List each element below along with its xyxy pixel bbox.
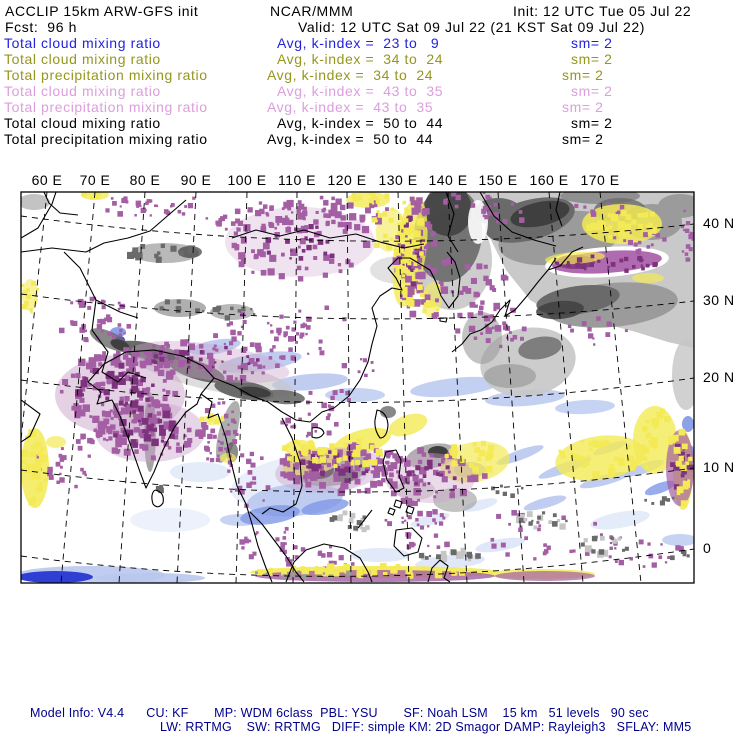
legend-stat: Avg, k-index = 34 to 24	[267, 67, 434, 83]
legend-stat: Avg, k-index = 43 to 35	[267, 99, 434, 115]
x-tick-label: 120 E	[327, 172, 367, 188]
x-tick-label: 150 E	[478, 172, 518, 188]
legend-sm: sm= 2	[562, 67, 604, 83]
legend-label: Total precipitation mixing ratio	[4, 67, 208, 83]
y-tick-label: 20 N	[703, 369, 735, 385]
legend-sm: sm= 2	[571, 115, 613, 131]
legend-label: Total precipitation mixing ratio	[4, 131, 208, 147]
x-tick-label: 140 E	[428, 172, 468, 188]
legend-label: Total cloud mixing ratio	[4, 115, 161, 131]
x-tick-label: 60 E	[31, 172, 63, 188]
x-tick-label: 160 E	[529, 172, 569, 188]
x-tick-label: 70 E	[79, 172, 111, 188]
x-tick-label: 170 E	[580, 172, 620, 188]
y-tick-label: 0	[703, 540, 712, 556]
x-tick-label: 80 E	[129, 172, 161, 188]
y-tick-label: 30 N	[703, 292, 735, 308]
legend-stat: Avg, k-index = 50 to 44	[277, 115, 444, 131]
y-tick-label: 40 N	[703, 215, 735, 231]
map-field-layers	[6, 183, 702, 584]
x-tick-label: 130 E	[378, 172, 418, 188]
x-tick-label: 110 E	[277, 172, 317, 188]
legend-sm: sm= 2	[562, 99, 604, 115]
forecast-hour: Fcst: 96 h	[5, 19, 77, 35]
legend-label: Total cloud mixing ratio	[4, 51, 161, 67]
center-name: NCAR/MMM	[270, 3, 354, 19]
legend-label: Total cloud mixing ratio	[4, 83, 161, 99]
x-tick-label: 90 E	[180, 172, 212, 188]
legend-stat: Avg, k-index = 50 to 44	[267, 131, 434, 147]
x-tick-label: 100 E	[227, 172, 267, 188]
y-tick-label: 10 N	[703, 459, 735, 475]
legend-label: Total precipitation mixing ratio	[4, 99, 208, 115]
legend-label: Total cloud mixing ratio	[4, 35, 161, 51]
valid-time: Valid: 12 UTC Sat 09 Jul 22 (21 KST Sat 09 Jul 22)	[298, 19, 645, 35]
legend-sm: sm= 2	[571, 35, 613, 51]
plot-title: ACCLIP 15km ARW-GFS init	[5, 3, 199, 19]
model-config-line1: Model Info: V4.4 CU: KF MP: WDM 6class PBL: YSU SF: Noah LSM 15 km 51 levels 90 sec	[30, 706, 649, 720]
model-config-line2: LW: RRTMG SW: RRTMG DIFF: simple KM: 2D Smagor DAMP: Rayleigh3 SFLAY: MM5	[160, 720, 692, 734]
legend-stat: Avg, k-index = 23 to 9	[277, 35, 440, 51]
legend-stat: Avg, k-index = 43 to 35	[277, 83, 444, 99]
legend-sm: sm= 2	[562, 131, 604, 147]
init-time: Init: 12 UTC Tue 05 Jul 22	[513, 3, 692, 19]
legend-stat: Avg, k-index = 34 to 24	[277, 51, 444, 67]
legend-sm: sm= 2	[571, 51, 613, 67]
legend-sm: sm= 2	[571, 83, 613, 99]
